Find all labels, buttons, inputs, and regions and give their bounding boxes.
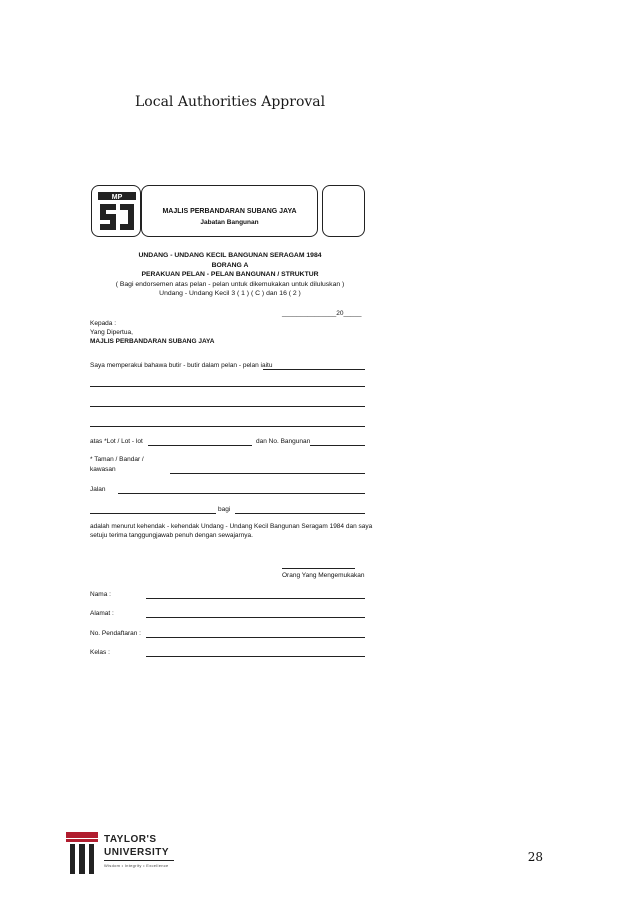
heading-line-1: UNDANG - UNDANG KECIL BANGUNAN SERAGAM 1984 <box>138 252 322 259</box>
council-name-box <box>141 185 318 237</box>
kawasan-field[interactable] <box>170 473 365 474</box>
pre-bagi-field[interactable] <box>90 513 216 514</box>
page-title: Local Authorities Approval <box>135 94 326 110</box>
bagi-label: bagi <box>218 506 231 513</box>
heading-line-5: Undang - Undang Kecil 3 ( 1 ) ( C ) dan 16 ( 2 ) <box>159 290 301 297</box>
heading-line-2: BORANG A <box>211 261 249 269</box>
council-name: MAJLIS PERBANDARAN SUBANG JAYA <box>162 208 297 215</box>
university-name-2: UNIVERSITY <box>104 847 170 858</box>
date-line: _______________20_____ <box>282 310 362 317</box>
yang-dipertua-label: Yang Dipertua, <box>90 329 133 336</box>
university-name-1: TAYLOR'S <box>104 834 157 845</box>
alamat-field[interactable] <box>146 617 365 618</box>
alamat-label: Alamat : <box>90 610 114 617</box>
kelas-label: Kelas : <box>90 649 110 656</box>
taylors-crest-icon <box>66 832 98 876</box>
kawasan-label: kawasan <box>90 466 116 473</box>
building-no-label: dan No. Bangunan <box>256 438 311 445</box>
svg-text:MP: MP <box>111 194 123 201</box>
university-tagline: Wisdom • Integrity • Excellence <box>104 863 169 868</box>
building-no-field[interactable] <box>310 445 365 446</box>
form-heading <box>70 251 390 299</box>
heading-line-3: PERAKUAN PELAN - PELAN BANGUNAN / STRUKTUR <box>141 271 319 278</box>
heading-line-4: ( Bagi endorsemen atas pelan - pelan untuk dikemukakan untuk diluluskan ) <box>115 280 345 288</box>
signature-line[interactable] <box>282 568 355 569</box>
compliance-text-2: setuju terima tanggungjawab penuh dengan sewajarnya. <box>90 532 253 539</box>
blank-line-3[interactable] <box>90 426 365 427</box>
declaration-text: Saya memperakui bahawa butir - butir dalam pelan - pelan iaitu <box>90 362 273 369</box>
lot-label: atas *Lot / Lot - lot <box>90 438 143 445</box>
pendaftaran-field[interactable] <box>146 637 365 638</box>
lot-field[interactable] <box>148 445 252 446</box>
nama-field[interactable] <box>146 598 365 599</box>
compliance-text-1: adalah menurut kehendak - kehendak Undang - Undang Kecil Bangunan Seragam 1984 dan saya <box>90 523 373 530</box>
nama-label: Nama : <box>90 591 111 598</box>
kepada-label: Kepada : <box>90 320 117 327</box>
signer-label: Orang Yang Mengemukakan <box>282 572 365 579</box>
pendaftaran-label: No. Pendaftaran : <box>90 630 141 637</box>
taman-label: * Taman / Bandar / <box>90 456 144 463</box>
blank-line-1[interactable] <box>90 386 365 387</box>
footer-divider <box>104 860 174 861</box>
stamp-box <box>322 185 365 237</box>
blank-line-2[interactable] <box>90 406 365 407</box>
mpsj-logo <box>91 185 141 237</box>
jalan-label: Jalan <box>90 486 106 493</box>
declaration-line[interactable] <box>263 369 365 370</box>
department-name: Jabatan Bangunan <box>200 219 259 226</box>
council-address-label: MAJLIS PERBANDARAN SUBANG JAYA <box>90 338 215 345</box>
bagi-field[interactable] <box>235 513 365 514</box>
kelas-field[interactable] <box>146 656 365 657</box>
page-number: 28 <box>527 850 543 864</box>
jalan-field[interactable] <box>118 493 365 494</box>
